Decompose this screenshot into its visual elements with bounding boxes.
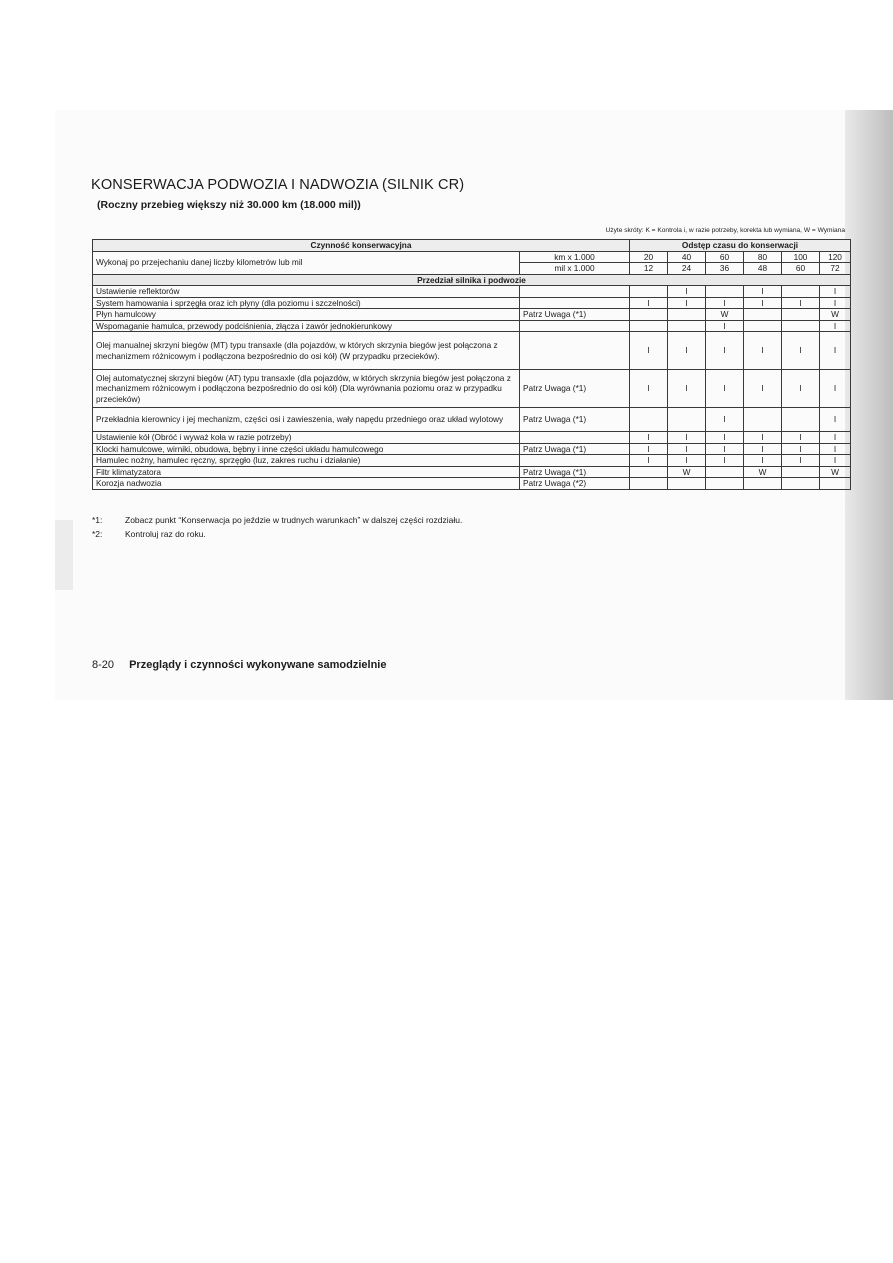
interval-cell: I bbox=[820, 443, 851, 455]
abbreviations-note: Użyte skróty: K = Kontrola i, w razie potrzeby, korekta lub wymiana, W = Wymiana bbox=[605, 227, 845, 234]
km-value: 100 bbox=[782, 251, 820, 263]
interval-cell: I bbox=[706, 408, 744, 432]
interval-cell: I bbox=[706, 332, 744, 370]
interval-cell: I bbox=[630, 297, 668, 309]
note-cell bbox=[520, 320, 630, 332]
interval-cell bbox=[782, 478, 820, 490]
interval-cell: I bbox=[744, 455, 782, 467]
interval-cell bbox=[668, 309, 706, 321]
interval-cell bbox=[782, 286, 820, 298]
km-value: 40 bbox=[668, 251, 706, 263]
action-cell: Olej manualnej skrzyni biegów (MT) typu transaxle (dla pojazdów, w których skrzynia biegów jest połączona z mechanizmem różnicowym i podłączona bezpośrednio do osi kół) (W przypadku przecieków). bbox=[93, 332, 520, 370]
header-interval: Odstęp czasu do konserwacji bbox=[630, 240, 851, 252]
interval-cell bbox=[706, 286, 744, 298]
interval-cell bbox=[744, 478, 782, 490]
page-number: 8-20 bbox=[92, 659, 115, 671]
note-cell: Patrz Uwaga (*1) bbox=[520, 443, 630, 455]
mil-value: 48 bbox=[744, 263, 782, 275]
km-row bbox=[93, 251, 851, 263]
interval-cell: I bbox=[782, 443, 820, 455]
note-cell: Patrz Uwaga (*1) bbox=[520, 370, 630, 408]
interval-cell: I bbox=[782, 432, 820, 444]
interval-cell: I bbox=[782, 455, 820, 467]
interval-cell: I bbox=[706, 432, 744, 444]
page-subtitle: (Roczny przebieg większy niż 30.000 km (18.000 mil)) bbox=[97, 199, 361, 211]
interval-cell bbox=[630, 478, 668, 490]
note-cell bbox=[520, 432, 630, 444]
interval-cell: I bbox=[820, 320, 851, 332]
interval-cell bbox=[782, 320, 820, 332]
mil-value: 24 bbox=[668, 263, 706, 275]
interval-cell bbox=[630, 286, 668, 298]
interval-cell: I bbox=[668, 443, 706, 455]
page-footer bbox=[92, 659, 386, 671]
header-action: Czynność konserwacyjna bbox=[93, 240, 630, 252]
action-cell: Płyn hamulcowy bbox=[93, 309, 520, 321]
interval-cell bbox=[744, 309, 782, 321]
mil-value: 60 bbox=[782, 263, 820, 275]
footnote bbox=[92, 513, 462, 527]
interval-cell: W bbox=[668, 466, 706, 478]
interval-cell: I bbox=[668, 370, 706, 408]
action-cell: Olej automatycznej skrzyni biegów (AT) typu transaxle (dla pojazdów, w których skrzynia biegów jest połączona z mechanizmem różnicowym i podłączona bezpośrednio do osi kół) (Dla wyrównania poziomu oraz w przypadku przecieków) bbox=[93, 370, 520, 408]
interval-cell: I bbox=[820, 332, 851, 370]
footnote bbox=[92, 527, 462, 541]
footnote-text: Zobacz punkt “Konserwacja po jeździe w trudnych warunkach” w dalszej części rozdziału. bbox=[125, 515, 463, 525]
action-cell: Wspomaganie hamulca, przewody podciśnienia, złącza i zawór jednokierunkowy bbox=[93, 320, 520, 332]
note-cell: Patrz Uwaga (*2) bbox=[520, 478, 630, 490]
interval-cell: I bbox=[668, 286, 706, 298]
action-cell: Ustawienie reflektorów bbox=[93, 286, 520, 298]
table-row bbox=[93, 408, 851, 432]
note-cell: Patrz Uwaga (*1) bbox=[520, 309, 630, 321]
interval-cell: I bbox=[668, 297, 706, 309]
footnotes bbox=[92, 513, 462, 541]
table-row bbox=[93, 466, 851, 478]
interval-cell bbox=[630, 309, 668, 321]
table-row bbox=[93, 332, 851, 370]
interval-cell: I bbox=[782, 297, 820, 309]
note-cell bbox=[520, 286, 630, 298]
table-row bbox=[93, 320, 851, 332]
action-cell: System hamowania i sprzęgła oraz ich płyny (dla poziomu i szczelności) bbox=[93, 297, 520, 309]
interval-cell: I bbox=[744, 432, 782, 444]
interval-cell: I bbox=[630, 332, 668, 370]
table-row bbox=[93, 432, 851, 444]
mil-value: 36 bbox=[706, 263, 744, 275]
interval-cell bbox=[668, 320, 706, 332]
interval-cell bbox=[668, 408, 706, 432]
table-header-row bbox=[93, 240, 851, 252]
interval-cell: I bbox=[668, 332, 706, 370]
interval-cell: I bbox=[744, 332, 782, 370]
km-value: 80 bbox=[744, 251, 782, 263]
interval-cell: I bbox=[820, 408, 851, 432]
interval-cell: I bbox=[630, 455, 668, 467]
table-row bbox=[93, 443, 851, 455]
km-value: 60 bbox=[706, 251, 744, 263]
interval-cell: I bbox=[630, 370, 668, 408]
action-cell: Ustawienie kół (Obróć i wyważ koła w razie potrzeby) bbox=[93, 432, 520, 444]
interval-cell: I bbox=[744, 286, 782, 298]
page-title: KONSERWACJA PODWOZIA I NADWOZIA (SILNIK CR) bbox=[91, 177, 465, 193]
table-row bbox=[93, 370, 851, 408]
interval-cell bbox=[706, 478, 744, 490]
interval-cell: I bbox=[820, 432, 851, 444]
section-row bbox=[93, 274, 851, 286]
note-cell: Patrz Uwaga (*1) bbox=[520, 466, 630, 478]
interval-cell: I bbox=[744, 443, 782, 455]
interval-cell: I bbox=[668, 455, 706, 467]
interval-cell bbox=[706, 466, 744, 478]
footnote-mark: *2: bbox=[92, 529, 103, 539]
table-row bbox=[93, 478, 851, 490]
mil-label: mil x 1.000 bbox=[520, 263, 630, 275]
interval-cell: I bbox=[630, 432, 668, 444]
interval-cell: I bbox=[820, 297, 851, 309]
note-cell bbox=[520, 332, 630, 370]
action-cell: Filtr klimatyzatora bbox=[93, 466, 520, 478]
table-row bbox=[93, 286, 851, 298]
interval-cell bbox=[782, 408, 820, 432]
interval-cell: I bbox=[782, 332, 820, 370]
interval-cell: W bbox=[820, 466, 851, 478]
interval-cell: I bbox=[820, 286, 851, 298]
interval-cell: I bbox=[706, 443, 744, 455]
interval-cell bbox=[630, 466, 668, 478]
note-cell: Patrz Uwaga (*1) bbox=[520, 408, 630, 432]
interval-cell: I bbox=[820, 370, 851, 408]
action-cell: Klocki hamulcowe, wirniki, obudowa, bębny i inne części układu hamulcowego bbox=[93, 443, 520, 455]
footer-section-title: Przeglądy i czynności wykonywane samodzielnie bbox=[129, 659, 387, 671]
maintenance-table bbox=[92, 239, 851, 490]
mil-value: 72 bbox=[820, 263, 851, 275]
interval-cell bbox=[630, 320, 668, 332]
interval-cell bbox=[668, 478, 706, 490]
table-row bbox=[93, 297, 851, 309]
interval-cell: I bbox=[706, 320, 744, 332]
interval-cell bbox=[820, 478, 851, 490]
interval-cell bbox=[630, 408, 668, 432]
note-cell bbox=[520, 455, 630, 467]
note-cell bbox=[520, 297, 630, 309]
table-row bbox=[93, 309, 851, 321]
action-cell: Hamulec nożny, hamulec ręczny, sprzęgło (luz, zakres ruchu i działanie) bbox=[93, 455, 520, 467]
footnote-text: Kontroluj raz do roku. bbox=[125, 529, 206, 539]
interval-cell: W bbox=[706, 309, 744, 321]
km-value: 120 bbox=[820, 251, 851, 263]
table-row bbox=[93, 455, 851, 467]
interval-cell: I bbox=[782, 370, 820, 408]
interval-cell: I bbox=[706, 455, 744, 467]
interval-cell bbox=[744, 320, 782, 332]
interval-cell: I bbox=[630, 443, 668, 455]
interval-cell: I bbox=[668, 432, 706, 444]
distance-label: Wykonaj po przejechaniu danej liczby kilometrów lub mil bbox=[93, 251, 520, 274]
action-cell: Przekładnia kierownicy i jej mechanizm, części osi i zawieszenia, wały napędu przedniego oraz układ wylotowy bbox=[93, 408, 520, 432]
interval-cell: I bbox=[706, 297, 744, 309]
interval-cell: I bbox=[744, 370, 782, 408]
interval-cell bbox=[782, 309, 820, 321]
mil-value: 12 bbox=[630, 263, 668, 275]
interval-cell: I bbox=[820, 455, 851, 467]
interval-cell: W bbox=[744, 466, 782, 478]
action-cell: Korozja nadwozia bbox=[93, 478, 520, 490]
section-label: Przedział silnika i podwozie bbox=[93, 274, 851, 286]
interval-cell bbox=[782, 466, 820, 478]
page-edge-shadow bbox=[845, 110, 893, 700]
km-value: 20 bbox=[630, 251, 668, 263]
interval-cell: I bbox=[744, 297, 782, 309]
km-label: km x 1.000 bbox=[520, 251, 630, 263]
footnote-mark: *1: bbox=[92, 515, 103, 525]
interval-cell: W bbox=[820, 309, 851, 321]
interval-cell bbox=[744, 408, 782, 432]
scan-mark bbox=[55, 520, 73, 590]
interval-cell: I bbox=[706, 370, 744, 408]
